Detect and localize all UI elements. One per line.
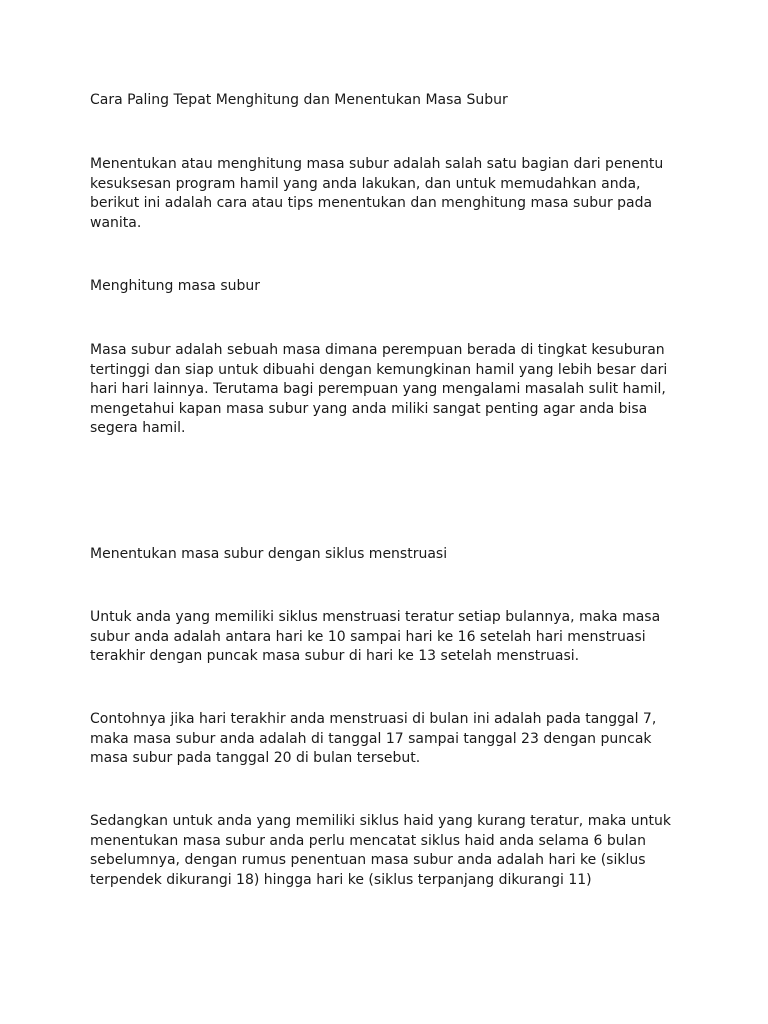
document-title: Cara Paling Tepat Menghitung dan Menentukan Masa Subur bbox=[90, 92, 508, 108]
contoh-paragraph: Contohnya jika hari terakhir anda menstruasi di bulan ini adalah pada tanggal 7, maka masa subur anda adalah di tanggal 17 sampai tanggal 23 dengan puncak masa subur pada tanggal 20 di bulan tersebut. bbox=[90, 711, 657, 766]
section-heading-siklus: Menentukan masa subur dengan siklus menstruasi bbox=[90, 546, 448, 562]
siklus-teratur-paragraph: Untuk anda yang memiliki siklus menstruasi teratur setiap bulannya, maka masa subur anda adalah antara hari ke 10 sampai hari ke 16 setelah hari menstruasi terakhir dengan puncak masa subur di hari ke 13 setelah menstruasi. bbox=[90, 609, 661, 664]
section-heading-menghitung: Menghitung masa subur bbox=[90, 278, 261, 294]
intro-paragraph: Menentukan atau menghitung masa subur adalah salah satu bagian dari penentu kesuksesan program hamil yang anda lakukan, dan untuk memudahkan anda, berikut ini adalah cara atau tips menentukan dan menghitung masa subur pada wanita. bbox=[90, 156, 664, 231]
masa-subur-paragraph: Masa subur adalah sebuah masa dimana perempuan berada di tingkat kesuburan tertinggi dan siap untuk dibuahi dengan kemungkinan hamil yang lebih besar dari hari hari lainnya. Terutama bagi perempuan yang mengalami masalah sulit hamil, mengetahui kapan masa subur yang anda miliki sangat penting agar anda bisa segera hamil. bbox=[90, 342, 668, 436]
siklus-tidak-teratur-paragraph: Sedangkan untuk anda yang memiliki siklus haid yang kurang teratur, maka untuk menentukan masa subur anda perlu mencatat siklus haid anda selama 6 bulan sebelumnya, dengan rumus penentuan masa subur anda adalah hari ke (siklus terpendek dikurangi 18) hingga hari ke (siklus terpanjang dikurangi 11) bbox=[90, 813, 672, 888]
